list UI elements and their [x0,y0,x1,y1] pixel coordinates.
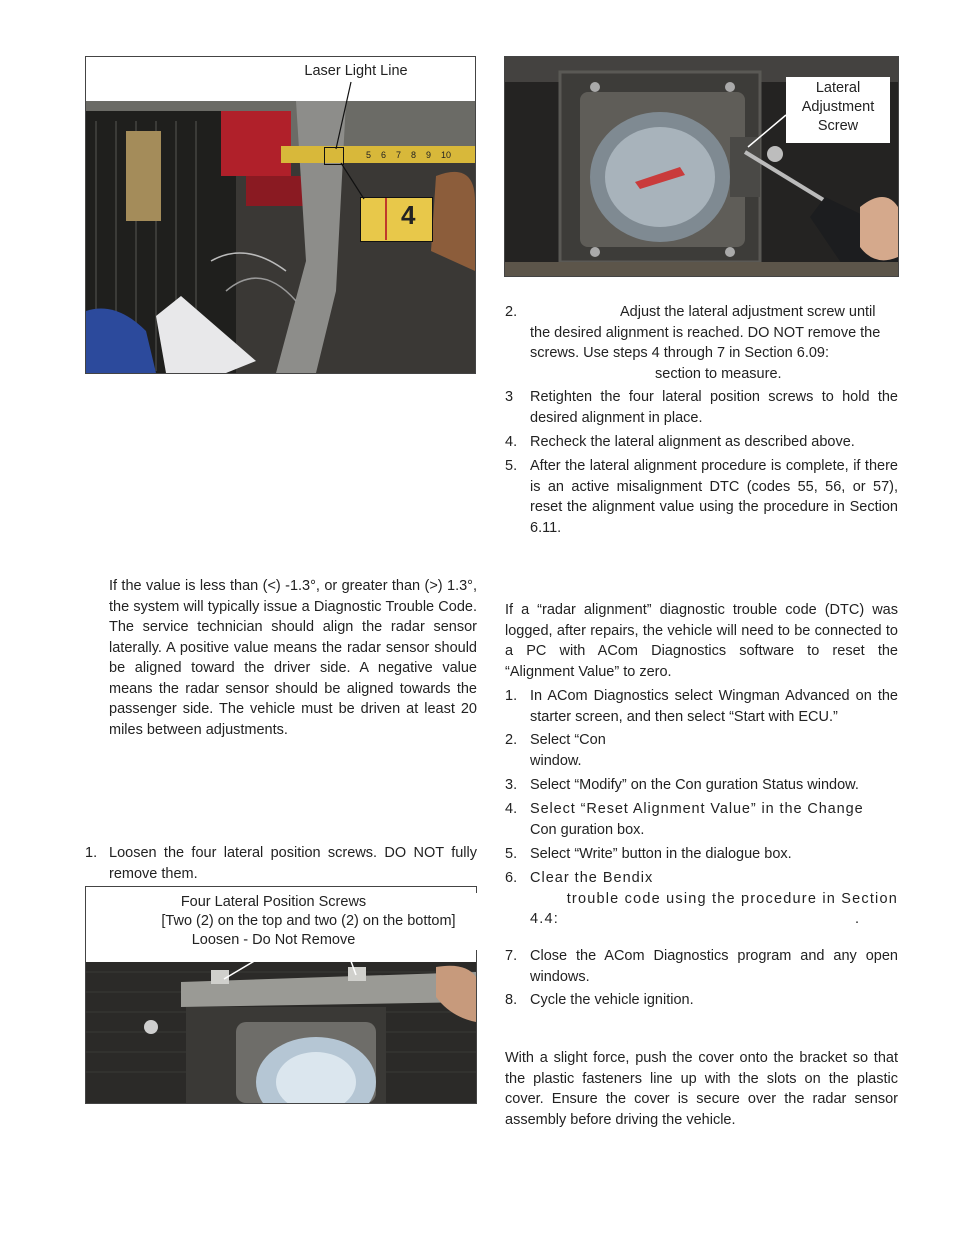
screws-callout: Four Lateral Position Screws [Two (2) on the top and two (2) on the bottom] Loosen - Do Not Remove [136,893,481,950]
cover-paragraph: With a slight force, push the cover onto the bracket so that the plastic fasteners line up with the slots on the plastic cover. Ensure the cover is secure over the radar sensor assembly before driving the vehicle. [505,1050,898,1128]
svg-text:9: 9 [426,150,432,160]
lateral-leader-line [505,57,900,278]
screws-leader-lines [86,887,478,1105]
laser-callout: Laser Light Line [286,62,426,81]
svg-text:10: 10 [441,150,452,160]
tape-reading: 4 [401,200,416,230]
svg-text:7: 7 [396,150,402,160]
lateral-callout: Lateral Adjustment Screw [786,77,890,143]
laser-figure [85,56,476,374]
svg-text:8: 8 [411,150,417,160]
reset-intro-paragraph: If a “radar alignment” diagnostic trouble code (DTC) was logged, after repairs, the vehicle will need to be connected to a PC with ACom Diagnostics software to reset the “Alignment Value” to zero. [505,602,898,680]
laser-leader-lines [86,57,477,375]
lateral-figure [504,56,899,277]
screws-figure [85,886,477,1104]
svg-text:5: 5 [366,150,372,160]
svg-text:6: 6 [381,150,387,160]
lateral-value-paragraph: If the value is less than (<) -1.3°, or greater than (>) 1.3°, the system will typically issue a Diagnostic Trouble Code. The service technician should align the radar sensor laterally. A positive value means the radar sensor should be aligned toward the driver side. A negative value means the radar sensor should be aligned towards the passenger side. The vehicle must be driven at least 20 miles between adjustments. [109,578,477,738]
